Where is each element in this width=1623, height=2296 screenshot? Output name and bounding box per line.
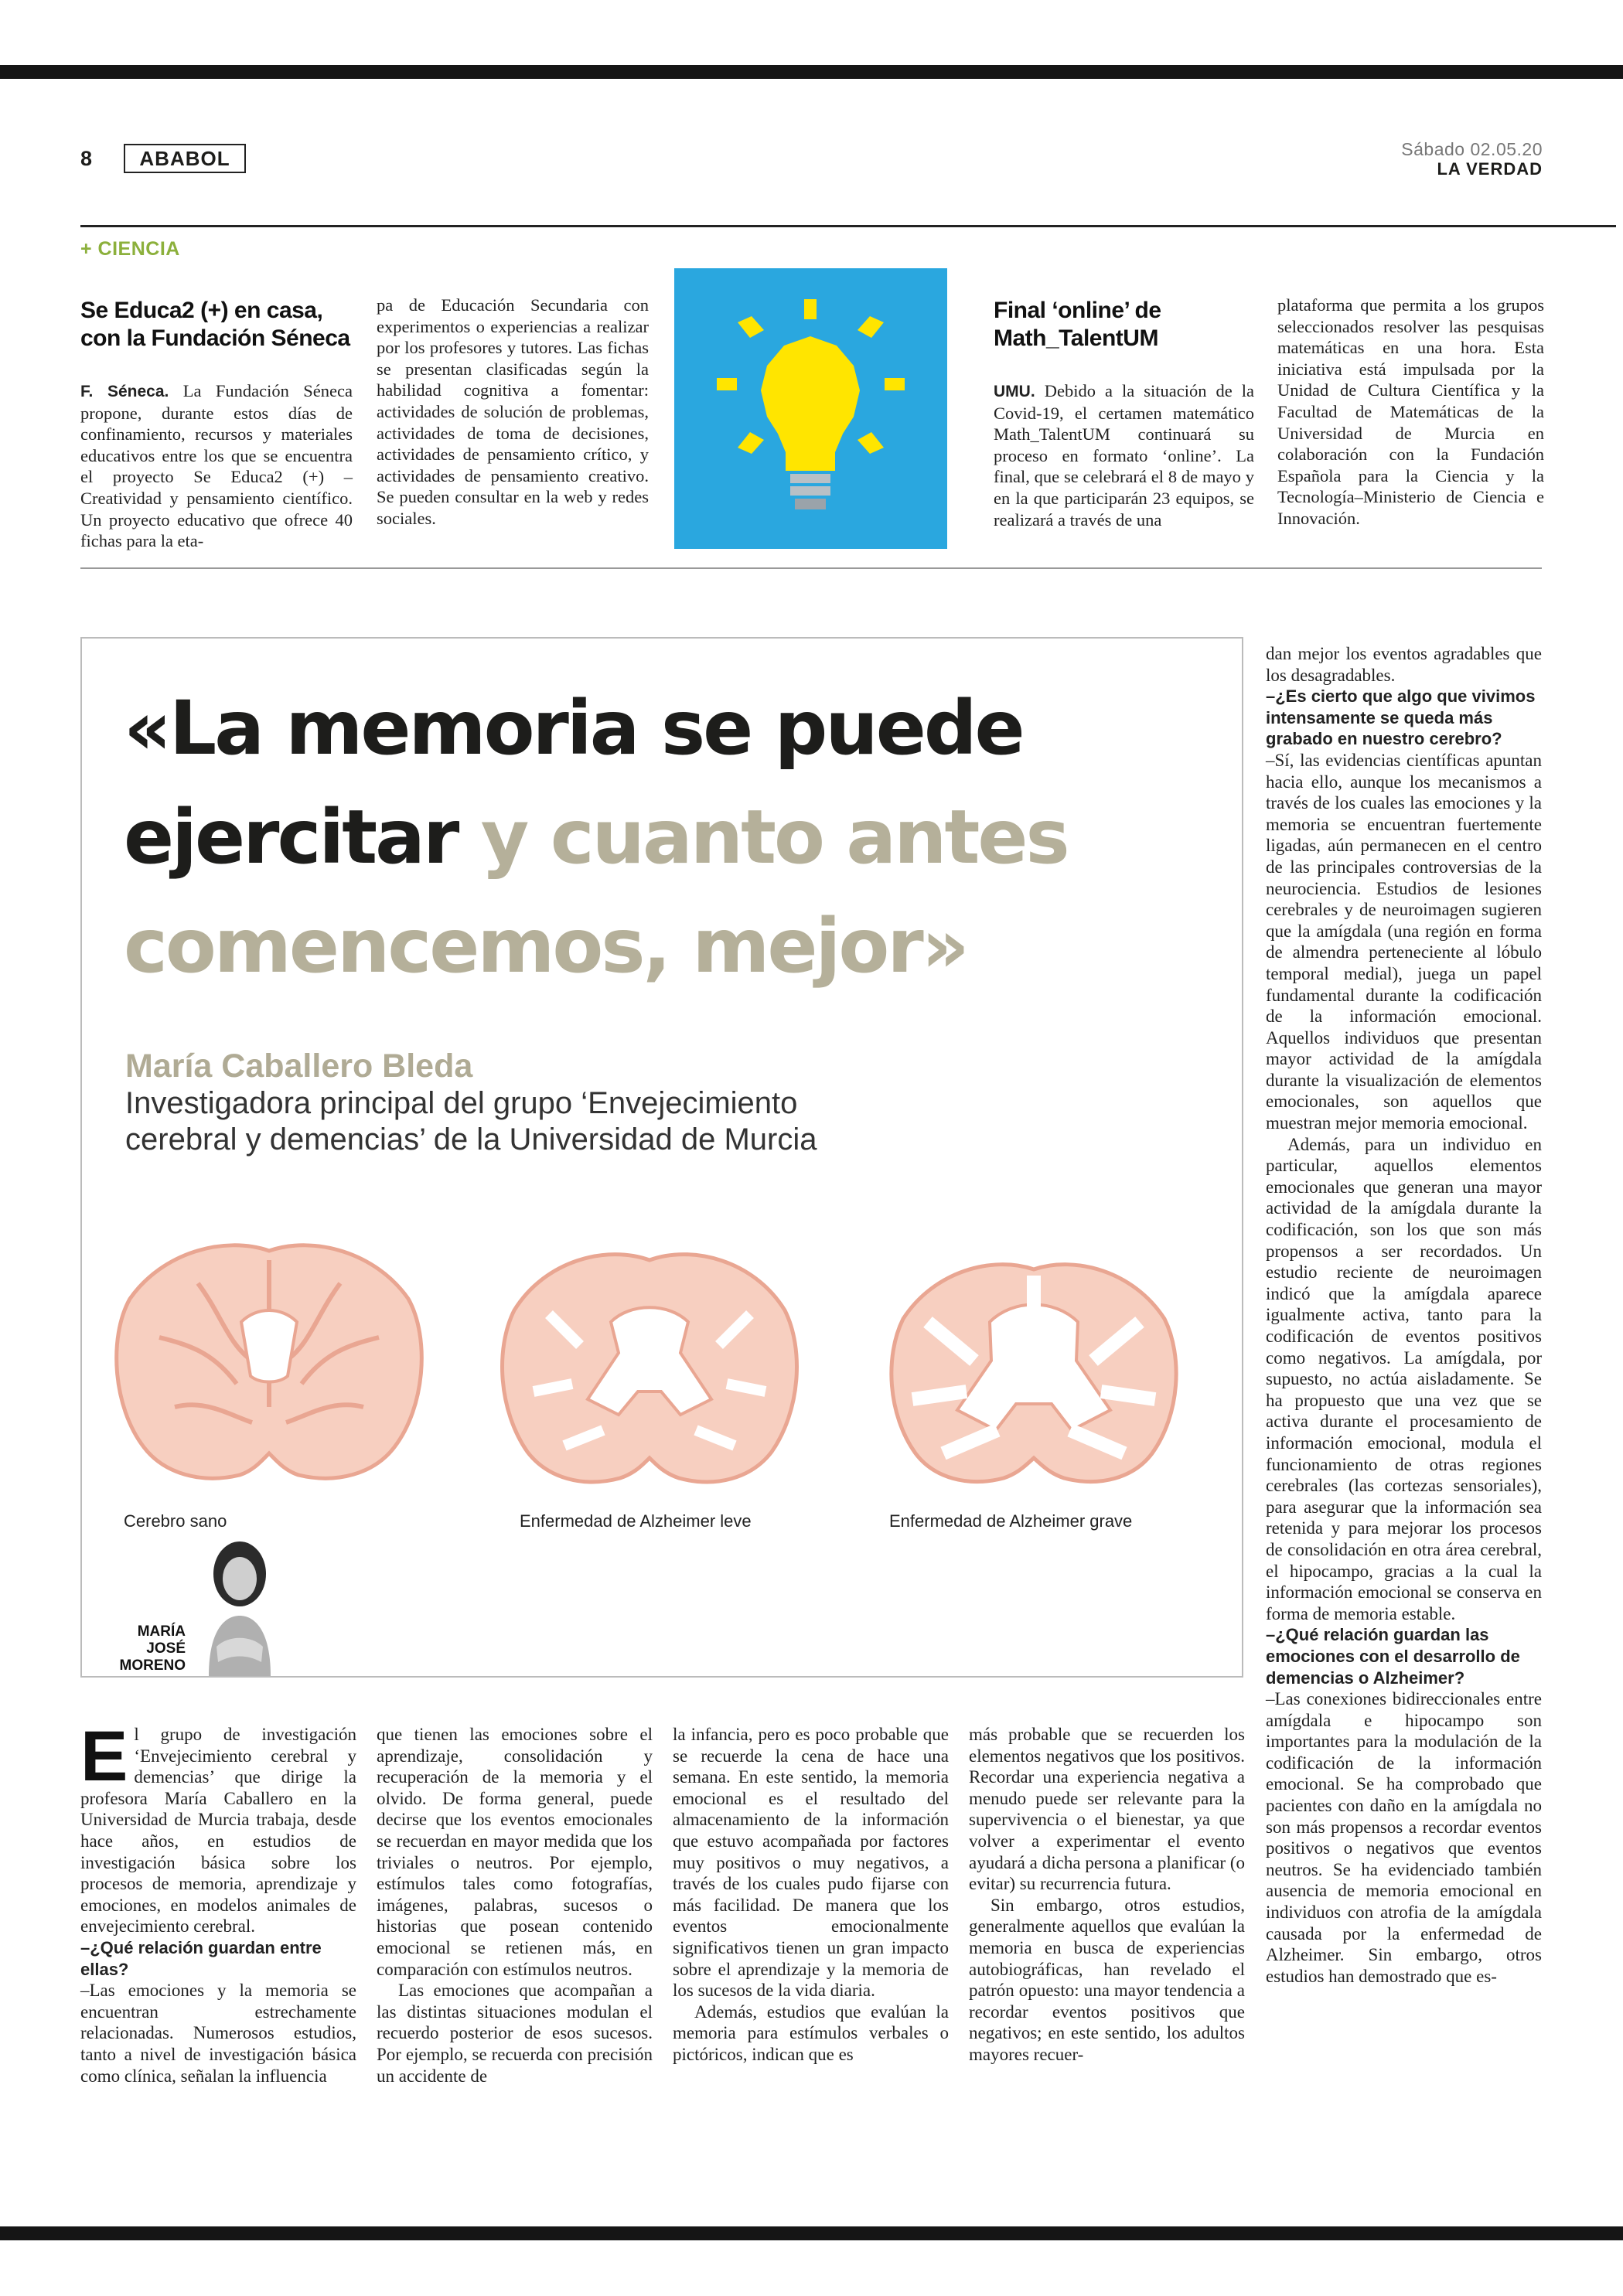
- question-2: –¿Es cierto que algo que vivimos intensamente se queda más grabado en nuestro cerebro?: [1266, 686, 1536, 749]
- brief2-headline: Final ‘online’ de Math_TalentUM: [994, 298, 1161, 351]
- newspaper-name: LA VERDAD: [1437, 159, 1543, 179]
- body-c1-p1: l grupo de investigación ‘Envejecimiento cerebral y demencias’ que dirige la profesora María Caballero en la Universidad de Murcia trabaja, desde hace años, en estudios de investigación básica sobre los procesos de memoria, aprendizaje y emociones, en modelos animales de envejecimiento cerebral.: [80, 1725, 356, 1937]
- headline-line-3: comencemos, mejor»: [124, 903, 967, 990]
- interviewee-role-2: cerebral y demencias’ de la Universidad de Murcia: [125, 1122, 817, 1157]
- briefs-bottom-rule: [80, 567, 1542, 569]
- interviewee-name: María Caballero Bleda: [125, 1048, 473, 1085]
- brief2-text-1: Debido a la situación de la Covid-19, el certamen matemático Math_TalentUM continuará su proceso en formato ‘online’. La final, que se celebrará el 8 de mayo y en la que participarán 23 equipos, se realizará a través de una: [994, 381, 1255, 530]
- question-1: –¿Qué relación guardan entre ellas?: [80, 1937, 322, 1979]
- brief2-text-2: plataforma que permita a los grupos seleccionados resolver las pesquisas matemáticas en una hora. Esta iniciativa está impulsada por la Unidad de Cultura Científica y la Facultad de Matemáticas de la Universidad de Murcia en colaboración con la Fundación Española para la Ciencia y la Tecnología–Ministerio de Ciencia e Innovación.: [1277, 295, 1544, 528]
- body-c4-p2: Sin embargo, otros estudios, generalmente aquellos que evalúan la memoria en busca de experiencias autobiográficas, han revelado el patrón opuesto: una mayor tendencia a recordar eventos positivos que negativos; en este sentido, los adultos mayores recuer-: [969, 1895, 1245, 2064]
- body-r-p2: Además, para un individuo en particular, aquellos elementos emocionales que generan una mayor actividad de la amígdala durante la codificación, son los que son más propensos a ser recordados. Un estudio reciente de neuroimagen indicó que la amígdala aparece igualmente activa, tanto para la codificación de eventos positivos como negativos. La amígdala, por supuesto, no actúa aisladamente. Se ha propuesto que una vez que se activa durante el procesamiento de información emocional, modula el funcionamiento de otras regiones cerebrales (las cortezas sensoriales), para asegurar que la información sea retenida y para mejorar los procesos de consolidación en otra área cerebral, el hipocampo, gracias a la cual la información emocional se conserva en forma de memoria estable.: [1266, 1134, 1542, 1623]
- caption-healthy: Cerebro sano: [124, 1511, 227, 1531]
- brief1-column-2: [377, 295, 649, 530]
- body-c2-p1: que tienen las emociones sobre el aprendizaje, consolidación y recuperación de la memoria y el olvido. De forma general, puede decirse que los eventos emocionales se recuerdan en mayor medida que los triviales o neutros. Por ejemplo, estímulos tales como fotografías, imágenes, palabras, sucesos o historias que posean contenido emocional se retienen más, en comparación con estímulos neutros.: [377, 1725, 653, 1979]
- lightbulb-illustration: [674, 268, 947, 549]
- headline-dark-part: ejercitar: [124, 794, 458, 881]
- brief2-column-1: [994, 380, 1254, 530]
- body-r-p3: –Las conexiones bidireccionales entre amígdala e hipocampo son importantes para la modulación de la codificación de la información emocional. Se ha comprobado que pacientes con daño en la amígdala no son más propensos a recordar eventos positivos o negativos que eventos neutros. Se ha evidenciado también ausencia de memoria emocional en individuos con atrofia de la amígdala causada por la enfermedad de Alzheimer. Sin embargo, otros estudios han demostrado que es-: [1266, 1689, 1542, 1986]
- severe-alzheimer-brain-illustration: [874, 1245, 1195, 1492]
- body-c1-p2: –Las emociones y la memoria se encuentran estrechamente relacionadas. Numerosos estudios, tanto a nivel de investigación básica como clínica, señalan la influencia: [80, 1981, 356, 2086]
- author-name-3: MORENO: [119, 1657, 186, 1674]
- body-c3-p1: la infancia, pero es poco probable que se recuerde la cena de hace una semana. En este sentido, la memoria emocional es el resultado del almacenamiento de la información que estuvo acompañada por factores muy positivos o muy negativos, a través de los cuales pudo fijarse con más facilidad. De manera que los eventos emocionalmente significativos tienen un gran impacto sobre el aprendizaje y la memoria de los sucesos de la vida diaria.: [673, 1725, 949, 2001]
- caption-mild: Enfermedad de Alzheimer leve: [520, 1511, 752, 1531]
- right-column: [1266, 643, 1542, 1987]
- body-r-p1: –Sí, las evidencias científicas apuntan hacia ello, aunque los mecanismos a través de los cuales las emociones y la memoria se encuentran fuertemente ligadas, aún permanecen en el centro de las principales controversias de la neurociencia. Estudios de lesiones cerebrales y de neuroimagen sugieren que la amígdala (una región en forma de almendra perteneciente al lóbulo temporal medial), juega un papel fundamental durante la codificación de la información emocional. Aquellos individuos que presentan mayor actividad de la amígdala durante la visualización de elementos emocionales, son aquellos que muestran mejor memoria emocional.: [1266, 750, 1542, 1133]
- author-name-2: JOSÉ: [146, 1640, 186, 1657]
- page-number: 8: [80, 147, 93, 170]
- body-column-4: [969, 1724, 1245, 2066]
- header-date: Sábado 02.05.20: [1401, 139, 1543, 159]
- headline-line-1: «La memoria se puede: [124, 685, 1023, 772]
- author-photo: [193, 1538, 286, 1676]
- author-byline: [108, 1623, 186, 1674]
- brief1-text-1: La Fundación Séneca propone, durante estos días de confinamiento, recursos y materiales educativos entre los que se encuentra el proyecto Se Educa2 (+) – Creatividad y pensamiento científico. Un proyecto educativo que ofrece 40 fichas para la eta-: [80, 381, 353, 551]
- interviewee-role-1: Investigadora principal del grupo ‘Envejecimiento: [125, 1086, 798, 1120]
- brief2-column-2: [1277, 295, 1544, 530]
- section-kicker: + CIENCIA: [80, 238, 180, 260]
- body-c3-p2: Además, estudios que evalúan la memoria para estímulos verbales o pictóricos, indican que es: [673, 2001, 949, 2064]
- top-border-bar: [0, 65, 1623, 79]
- brief1-headline: Se Educa2 (+) en casa, con la Fundación Séneca: [80, 298, 350, 351]
- caption-severe: Enfermedad de Alzheimer grave: [889, 1511, 1133, 1531]
- body-column-3: [673, 1724, 949, 2066]
- body-r-p0: dan mejor los eventos agradables que los desagradables.: [1266, 644, 1542, 685]
- brief1-text-2: pa de Educación Secundaria con experimentos o experiencias a realizar por los profesores y tutores. Las fichas se presentan clasificadas según la habilidad cognitiva a fomentar: actividades de solución de problemas, actividades de toma de decisiones, actividades de pensamiento crítico, y actividades de pensamiento creativo. Se pueden consultar en la web y redes sociales.: [377, 295, 649, 528]
- body-c4-p1: más probable que se recuerden los elementos negativos que los positivos. Recordar una experiencia negativa a menudo puede ser relevante para la supervivencia o el bienestar, ya que volver a experimentar el evento ayudará a dicha persona a planificar (o evitar) su recurrencia futura.: [969, 1725, 1245, 1894]
- section-label: ABABOL: [124, 144, 246, 173]
- body-column-2: [377, 1724, 653, 2086]
- brief1-lead: F. Séneca.: [80, 383, 169, 400]
- headline-light-part: y cuanto antes: [457, 794, 1068, 881]
- headline-line-2: [124, 794, 1068, 881]
- lightbulb-icon: [674, 268, 947, 549]
- healthy-brain-illustration: [105, 1229, 434, 1492]
- brief1-column-1: [80, 380, 353, 552]
- brief2-lead: UMU.: [994, 383, 1035, 400]
- author-name-1: MARÍA: [137, 1623, 186, 1640]
- question-3: –¿Qué relación guardan las emociones con el desarrollo de demencias o Alzheimer?: [1266, 1625, 1520, 1688]
- header-rule: [80, 225, 1616, 227]
- bottom-border-bar: [0, 2226, 1623, 2240]
- drop-cap: E: [80, 1717, 128, 1796]
- body-c2-p2: Las emociones que acompañan a las distintas situaciones modulan el recuerdo posterior de esos sucesos. Por ejemplo, se recuerda con precisión un accidente de: [377, 1981, 653, 2086]
- body-column-1: [80, 1717, 356, 2086]
- mild-alzheimer-brain-illustration: [487, 1237, 812, 1492]
